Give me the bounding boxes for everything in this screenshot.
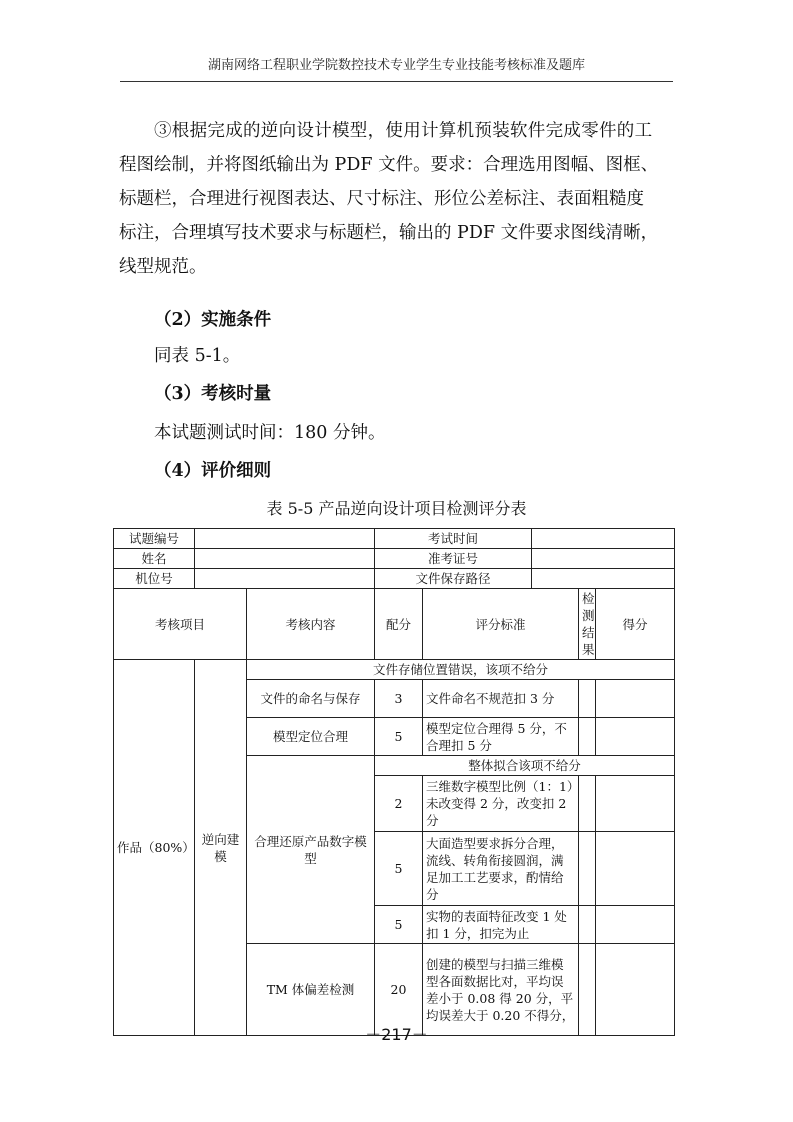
- para1-line-5: 线型规范。: [119, 257, 207, 277]
- label-save-path: 文件保存路径: [375, 569, 532, 589]
- criteria-features: 实物的表面特征改变 1 处扣 1 分，扣完为止: [423, 906, 579, 944]
- section-heading-conditions: （2）实施条件: [154, 310, 272, 330]
- para1-line-3: 标题栏，合理进行视图表达、尺寸标注、形位公差标注、表面粗糙度: [119, 189, 644, 209]
- file-location-note: 文件存储位置错误，该项不给分: [247, 660, 675, 680]
- section-evaluation: [119, 454, 677, 488]
- content-restore-model: 合理还原产品数字模型: [247, 756, 375, 944]
- points-surface-split: [596, 832, 675, 906]
- table-row: [114, 660, 675, 680]
- category-cell: 作品（80%）: [114, 660, 195, 1036]
- value-exam-no: [195, 529, 375, 549]
- points-positioning: [596, 718, 675, 756]
- scoring-table: [113, 528, 675, 1036]
- header-rule: [120, 81, 673, 82]
- value-save-path: [532, 569, 675, 589]
- score-file-naming: 3: [375, 680, 423, 718]
- section-duration: [119, 377, 677, 411]
- score-features: 5: [375, 906, 423, 944]
- section-heading-evaluation: （4）评价细则: [154, 461, 272, 481]
- criteria-scale: 三维数字模型比例（1：1）未改变得 2 分，改变扣 2 分: [423, 776, 579, 832]
- header-criteria: 评分标准: [423, 589, 579, 660]
- table-row: [114, 569, 675, 589]
- table-row: [114, 529, 675, 549]
- value-seat-no: [195, 569, 375, 589]
- criteria-file-naming: 文件命名不规范扣 3 分: [423, 680, 579, 718]
- body-paragraph: [119, 114, 677, 284]
- page-number: －217－: [365, 1025, 428, 1044]
- running-header: 湖南网络工程职业学院数控技术专业学生专业技能考核标准及题库: [207, 58, 585, 73]
- content-positioning: 模型定位合理: [247, 718, 375, 756]
- subcategory-cell: 逆向建模: [195, 660, 247, 1036]
- label-seat-no: 机位号: [114, 569, 195, 589]
- value-name: [195, 549, 375, 569]
- header-content: 考核内容: [247, 589, 375, 660]
- criteria-deviation: 创建的模型与扫描三维模型各面数据比对，平均误差小于 0.08 得 20 分，平均误差大于 0.20 不得分，: [423, 944, 579, 1036]
- content-deviation: TM 体偏差检测: [247, 944, 375, 1036]
- content-file-naming: 文件的命名与保存: [247, 680, 375, 718]
- label-exam-no: 试题编号: [114, 529, 195, 549]
- value-exam-time: [532, 529, 675, 549]
- result-features: [579, 906, 596, 944]
- section-conditions: [119, 303, 677, 337]
- header-score: 配分: [375, 589, 423, 660]
- conditions-text: 同表 5-1。: [154, 346, 241, 366]
- result-surface-split: [579, 832, 596, 906]
- para1-line-4: 标注，合理填写技术要求与标题栏，输出的 PDF 文件要求图线清晰，: [119, 223, 659, 243]
- result-scale: [579, 776, 596, 832]
- points-file-naming: [596, 680, 675, 718]
- label-exam-time: 考试时间: [375, 529, 532, 549]
- header-item: 考核项目: [114, 589, 247, 660]
- header-points: 得分: [596, 589, 675, 660]
- para1-line-2: 程图绘制，并将图纸输出为 PDF 文件。要求：合理选用图幅、图框、: [119, 155, 659, 175]
- table-header-row: [114, 589, 675, 660]
- table-caption: 表 5-5 产品逆向设计项目检测评分表: [266, 499, 527, 518]
- fit-note: 整体拟合该项不给分: [375, 756, 675, 776]
- points-features: [596, 906, 675, 944]
- label-ticket-no: 准考证号: [375, 549, 532, 569]
- criteria-surface-split: 大面造型要求拆分合理，流线、转角衔接圆润，满足加工工艺要求，酌情给分: [423, 832, 579, 906]
- section-heading-duration: （3）考核时量: [154, 384, 272, 404]
- header-result: 检测结果: [579, 589, 596, 660]
- label-name: 姓名: [114, 549, 195, 569]
- score-scale: 2: [375, 776, 423, 832]
- para1-line-1: ③根据完成的逆向设计模型，使用计算机预装软件完成零件的工: [154, 121, 653, 141]
- table-row: [114, 549, 675, 569]
- result-positioning: [579, 718, 596, 756]
- value-ticket-no: [532, 549, 675, 569]
- score-deviation: 20: [375, 944, 423, 1036]
- criteria-positioning: 模型定位合理得 5 分，不合理扣 5 分: [423, 718, 579, 756]
- duration-text: 本试题测试时间：180 分钟。: [154, 423, 386, 443]
- result-file-naming: [579, 680, 596, 718]
- section-conditions-text: [119, 339, 677, 373]
- points-scale: [596, 776, 675, 832]
- section-duration-text: [119, 416, 677, 450]
- score-surface-split: 5: [375, 832, 423, 906]
- score-positioning: 5: [375, 718, 423, 756]
